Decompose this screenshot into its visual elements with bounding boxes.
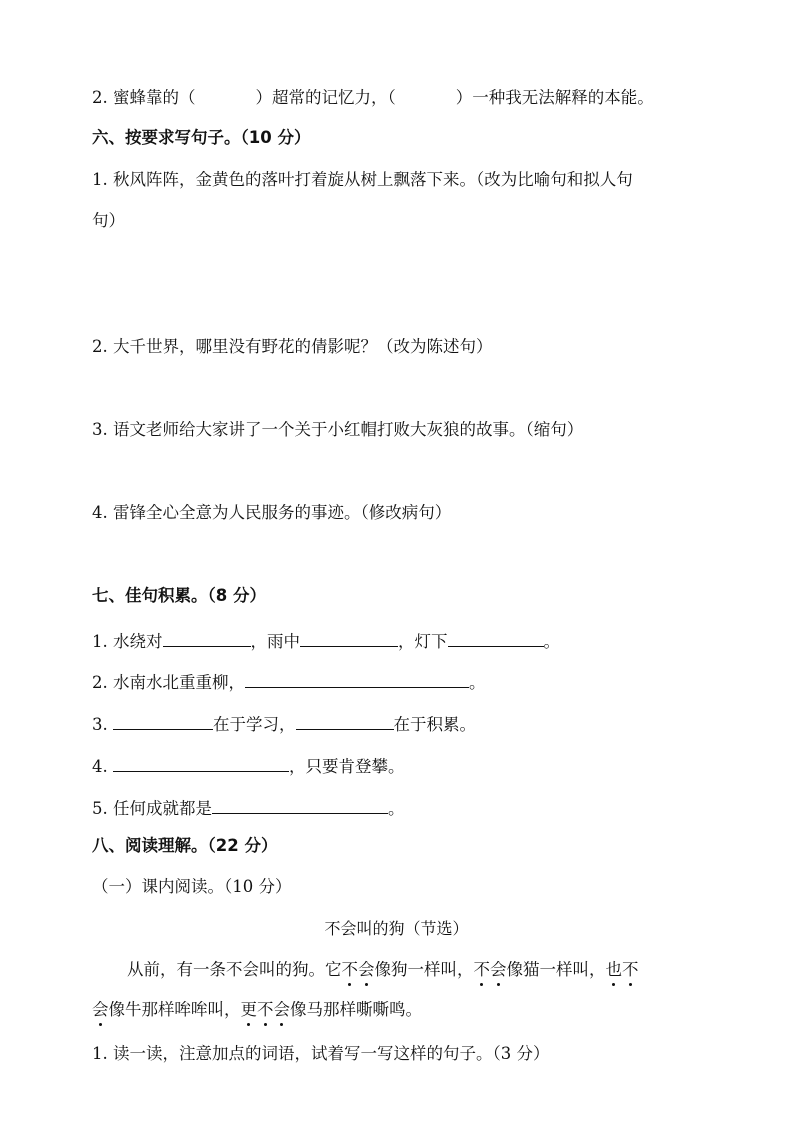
- dotted-char: 会: [273, 1000, 290, 1019]
- s7-q3-part-a: 3.: [92, 715, 108, 734]
- s7-q1-blank-3[interactable]: [448, 629, 544, 647]
- s7-q1-part-c: ，灯下: [398, 632, 448, 651]
- dotted-char: 不: [473, 960, 490, 979]
- s7-q1-part-b: ，雨中: [250, 632, 300, 651]
- s7-question-3: [92, 712, 476, 735]
- s7-question-4: [92, 754, 405, 777]
- dotted-char: 不: [341, 960, 358, 979]
- s6-heading: 六、按要求写句子。（10 分）: [92, 128, 311, 147]
- dotted-char: 会: [358, 960, 375, 979]
- s7-question-2: [92, 670, 486, 693]
- s7-q5-blank[interactable]: [212, 796, 388, 814]
- s7-q4-part-b: ，只要肯登攀。: [289, 757, 405, 776]
- dotted-char: 也: [605, 960, 622, 979]
- s5-question-2: [92, 88, 654, 108]
- dotted-char: 会: [490, 960, 507, 979]
- s7-q1-part-d: 。: [543, 632, 560, 651]
- s5-q2-part-c: ）一种我无法解释的本能。: [455, 88, 654, 107]
- s6-q1-line2: 句）: [92, 211, 125, 230]
- s7-q3-part-c: 在于积累。: [393, 715, 476, 734]
- s7-q3-blank-2[interactable]: [296, 712, 394, 730]
- s8-subsection-1: （一）课内阅读。（10 分）: [92, 877, 292, 896]
- passage-text: 像猫一样叫，: [506, 960, 606, 979]
- s7-question-1: [92, 629, 560, 652]
- s7-q4-blank[interactable]: [113, 754, 289, 772]
- s7-q5-part-b: 。: [388, 799, 405, 818]
- s5-q2-part-a: 2. 蜜蜂靠的（: [92, 88, 196, 107]
- s5-q2-part-b: ）超常的记忆力，（: [255, 88, 396, 107]
- s7-q2-part-b: 。: [469, 673, 486, 692]
- s7-q1-blank-2[interactable]: [300, 629, 398, 647]
- passage-text: 像牛那样哞哞叫，: [108, 1000, 241, 1019]
- s6-q1-line1: 1. 秋风阵阵，金黄色的落叶打着旋从树上飘落下来。（改为比喻句和拟人句: [92, 170, 633, 189]
- passage-text: 像马那样嘶嘶鸣。: [290, 1000, 422, 1019]
- dotted-char: 更: [240, 1000, 257, 1019]
- s7-q4-part-a: 4.: [92, 757, 108, 776]
- passage-text: 像狗一样叫，: [374, 960, 474, 979]
- s7-q3-part-b: 在于学习，: [213, 715, 296, 734]
- s7-q1-blank-1[interactable]: [163, 629, 251, 647]
- s7-q5-part-a: 5. 任何成就都是: [92, 799, 212, 818]
- s8-heading: 八、阅读理解。（22 分）: [92, 836, 278, 855]
- passage-text: 从前，有一条不会叫的狗。它: [127, 960, 342, 979]
- s7-question-5: [92, 796, 405, 819]
- dotted-char: 会: [92, 1000, 109, 1019]
- passage-paragraph-line-1: [127, 960, 639, 980]
- s6-question-4: 4. 雷锋全心全意为人民服务的事迹。（修改病句）: [92, 503, 452, 522]
- dotted-char: 不: [257, 1000, 274, 1019]
- s7-q2-blank[interactable]: [245, 670, 469, 688]
- passage-paragraph-line-2: [92, 1000, 422, 1020]
- s7-q3-blank-1[interactable]: [113, 712, 213, 730]
- dotted-char: 不: [622, 960, 639, 979]
- s7-q1-part-a: 1. 水绕对: [92, 632, 163, 651]
- s8-question-1: 1. 读一读，注意加点的词语，试着写一写这样的句子。（3 分）: [92, 1044, 550, 1063]
- s7-heading: 七、佳句积累。（8 分）: [92, 586, 266, 605]
- passage-title: 不会叫的狗（节选）: [324, 919, 469, 938]
- s7-q2-part-a: 2. 水南水北重重柳，: [92, 673, 245, 692]
- s6-question-3: 3. 语文老师给大家讲了一个关于小红帽打败大灰狼的故事。（缩句）: [92, 420, 584, 439]
- s6-question-2: 2. 大千世界，哪里没有野花的倩影呢？（改为陈述句）: [92, 337, 493, 356]
